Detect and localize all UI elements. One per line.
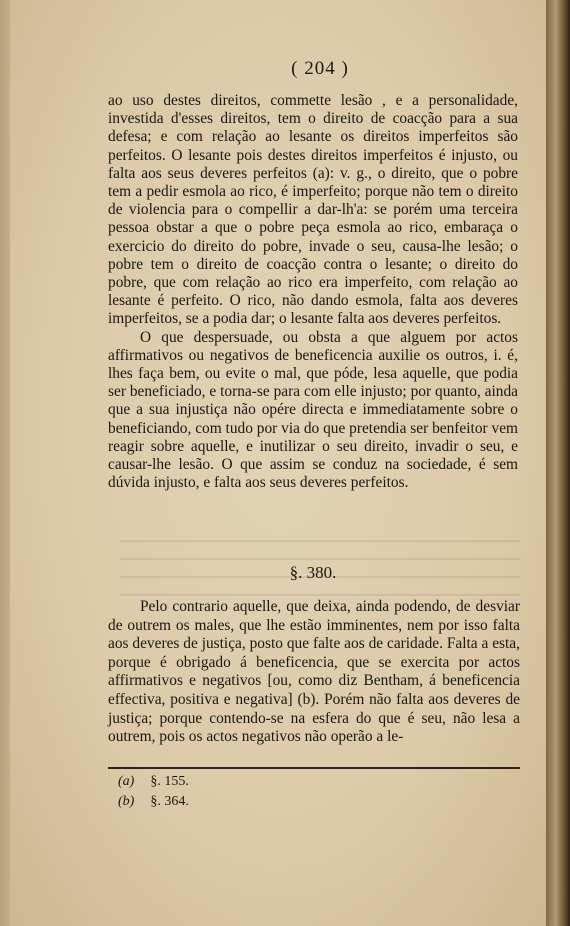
paragraph-1: ao uso destes direitos, commette lesão , e a personalidade, investida d'esses direitos, tem o direito de coacção para a sua defesa; e com relação ao lesante os direitos imperfeitos são perfeitos. O lesante pois destes direitos imperfeitos é injusto, ou falta aos seus deveres perfeitos (a): v. g., o direito, que o pobre tem a pedir esmola ao rico, é imperfeito; porque não tem o direito de violencia para o compellir a dar-lh'a: se porém uma terceira pessoa obstar a que o pobre peça esmola ao rico, embaraça o exercicio do direito do pobre, invade o seu, causa-lhe lesão; o pobre tem o direito de coacção contra o lesante; o direito do pobre, que com relação ao rico era imperfeito, com relação ao lesante é perfeito. O rico, não dando esmola, falta aos deveres imperfeitos, se a podia dar; o lesante falta aos deveres perfeitos.	[108, 92, 518, 328]
footnote-marker: (b)	[118, 794, 135, 809]
main-text	[108, 92, 518, 492]
footnote-rule	[108, 767, 520, 769]
footnote-b	[118, 792, 189, 812]
footnote-a	[118, 772, 189, 792]
footnote-marker: (a)	[118, 774, 135, 789]
footnotes	[118, 772, 189, 812]
paragraph-3: Pelo contrario aquelle, que deixa, ainda podendo, de desviar de outrem os males, que lhe estão imminentes, nem por isso falta aos deveres de justiça, posto que falte aos de caridade. Falta a esta, porque é obrigado á beneficencia, que se exercita por actos affirmativos e negativos [ou, como diz Bentham, á beneficencia effectiva, positiva e negativa] (b). Porém não falta aos deveres de justiça; porque contendo-se na esfera do que é seu, não lesa a outrem, pois os actos negativos não operão a le-	[108, 598, 520, 746]
footnote-text: §. 364.	[150, 794, 189, 809]
paragraph-2: O que despersuade, ou obsta a que alguem por actos affirmativos ou negativos de beneficencia auxilie os outros, i. é, lhes faça bem, ou evite o mal, que póde, lesa aquelle, que podia ser beneficiado, e torna-se para com elle injusto; por quanto, ainda que a sua injustiça não opére directa e immediatamente sobre o beneficiando, com tudo por via do que pretendia ser benfeitor vem reagir sobre aquelle, e inutilizar o seu direito, invadir o seu, e causar-lhe lesão. O que assim se conduz na sociedade, é sem dúvida injusto, e falta aos seus deveres perfeitos.	[108, 328, 518, 492]
page-edge	[546, 0, 570, 926]
footnote-text: §. 155.	[150, 774, 189, 789]
section-heading: §. 380.	[289, 563, 337, 582]
section-text	[108, 598, 520, 747]
page-number: ( 204 )	[291, 58, 349, 79]
